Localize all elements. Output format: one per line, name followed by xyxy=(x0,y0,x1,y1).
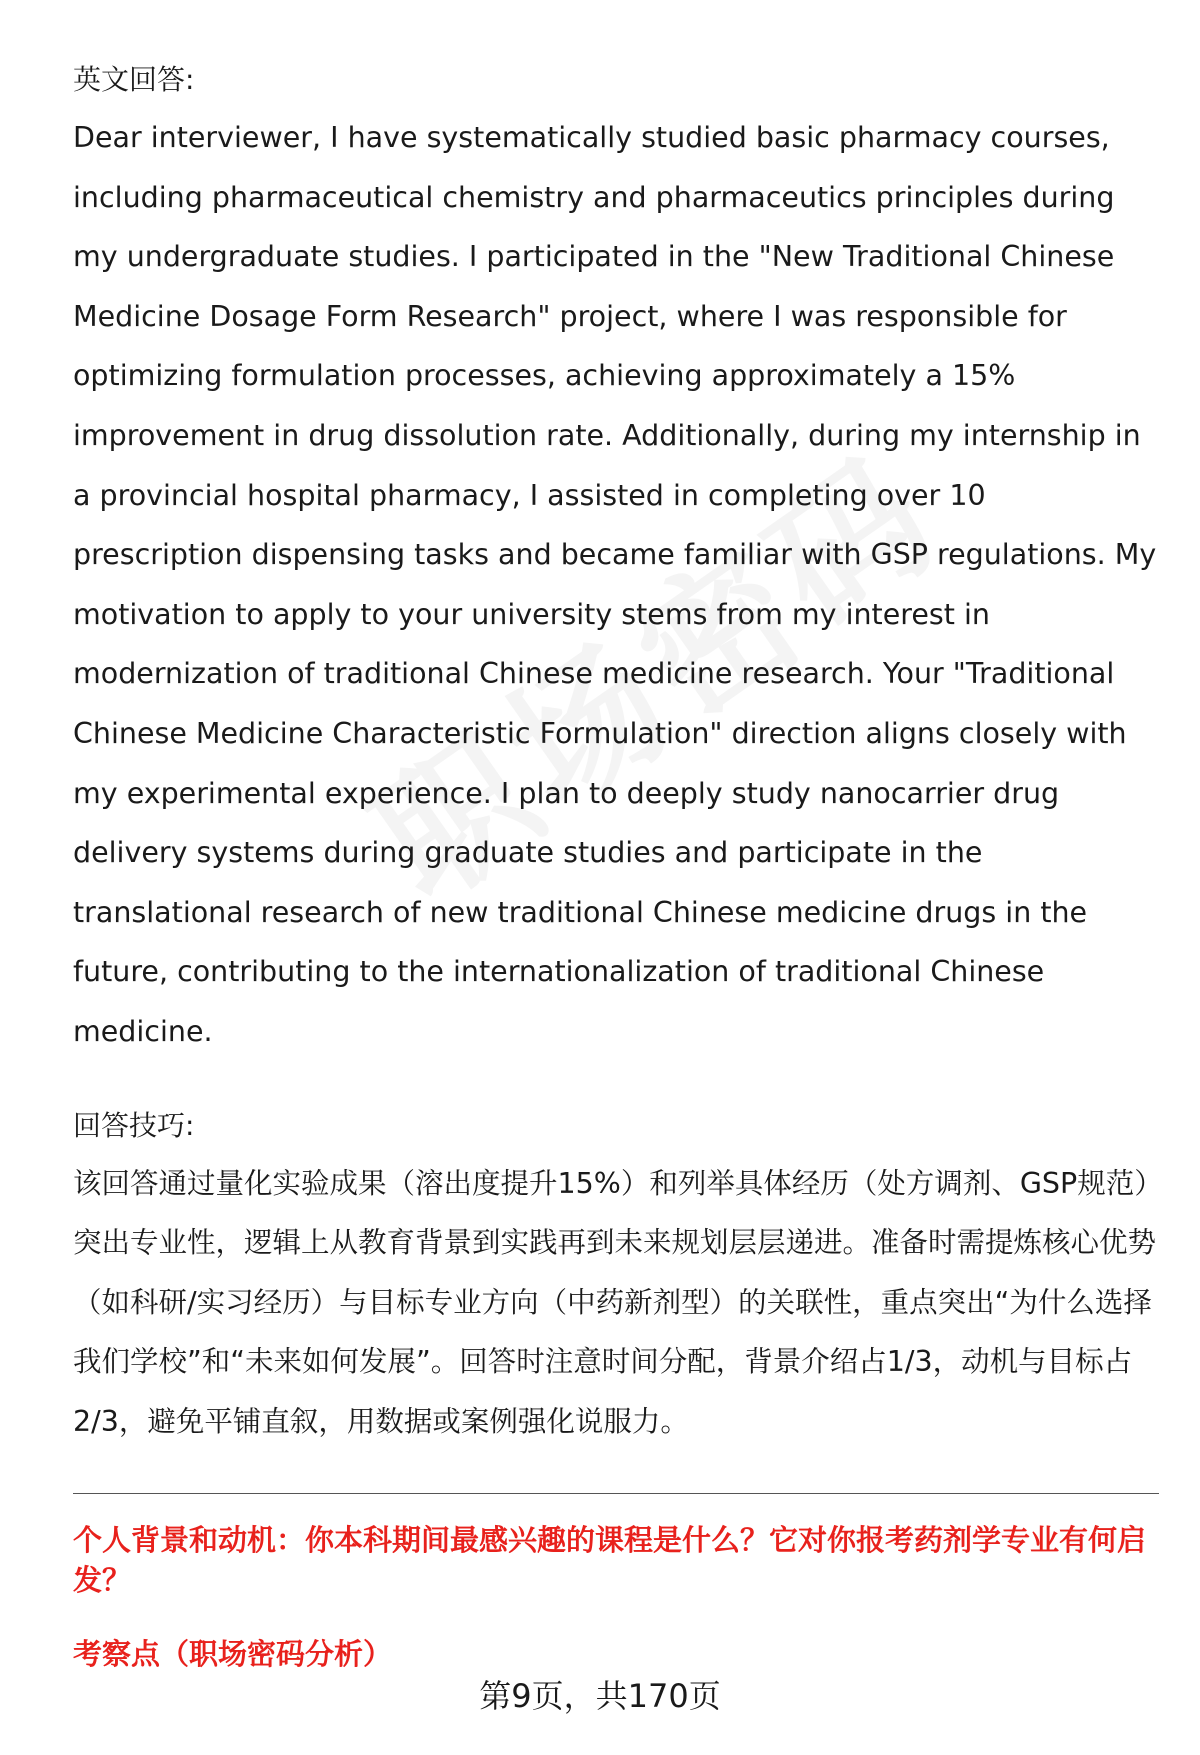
answer-tips-label: 回答技巧: xyxy=(73,1108,195,1142)
question-subheading: 考察点（职场密码分析） xyxy=(73,1637,393,1672)
answer-tips-text: 该回答通过量化实验成果（溶出度提升15%）和列举具体经历（处方调剂、GSP规范）突出专业性，逻辑上从教育背景到实践再到未来规划层层递进。准备时需提炼核心优势（如科研/实习经历）与目标专业方向（中药新剂型）的关联性，重点突出“为什么选择我们学校”和“未来如何发展”。回答时注意时间分配，背景介绍占1/3，动机与目标占2/3，避免平铺直叙，用数据或案例强化说服力。 xyxy=(73,1166,1157,1438)
english-answer-text: Dear interviewer, I have systematically studied basic pharmacy courses, including pharmaceutical chemistry and pharmaceutics principles during my undergraduate studies. I participated in the "New Traditional Chinese Medicine Dosage Form Research" project, where I was responsible for optimizing formulation processes, achieving approximately a 15% improvement in drug dissolution rate. Additionally, during my internship in a provincial hospital pharmacy, I assisted in completing over 10 prescription dispensing tasks and became familiar with GSP regulations. My motivation to apply to your university stems from my interest in modernization of traditional Chinese medicine research. Your "Traditional Chinese Medicine Characteristic Formulation" direction aligns closely with my experimental experience. I plan to deeply study nanocarrier drug delivery systems during graduate studies and participate in the translational research of new traditional Chinese medicine drugs in the future, contributing to the internationalization of traditional Chinese medicine. xyxy=(73,121,1157,1048)
section-divider xyxy=(73,1493,1159,1494)
page-content xyxy=(73,62,1159,1674)
question-title: 个人背景和动机：你本科期间最感兴趣的课程是什么？它对你报考药剂学专业有何启发？ xyxy=(73,1523,1147,1598)
english-answer-label: 英文回答: xyxy=(73,63,195,96)
page-number: 第9页，共170页 xyxy=(479,1677,721,1715)
